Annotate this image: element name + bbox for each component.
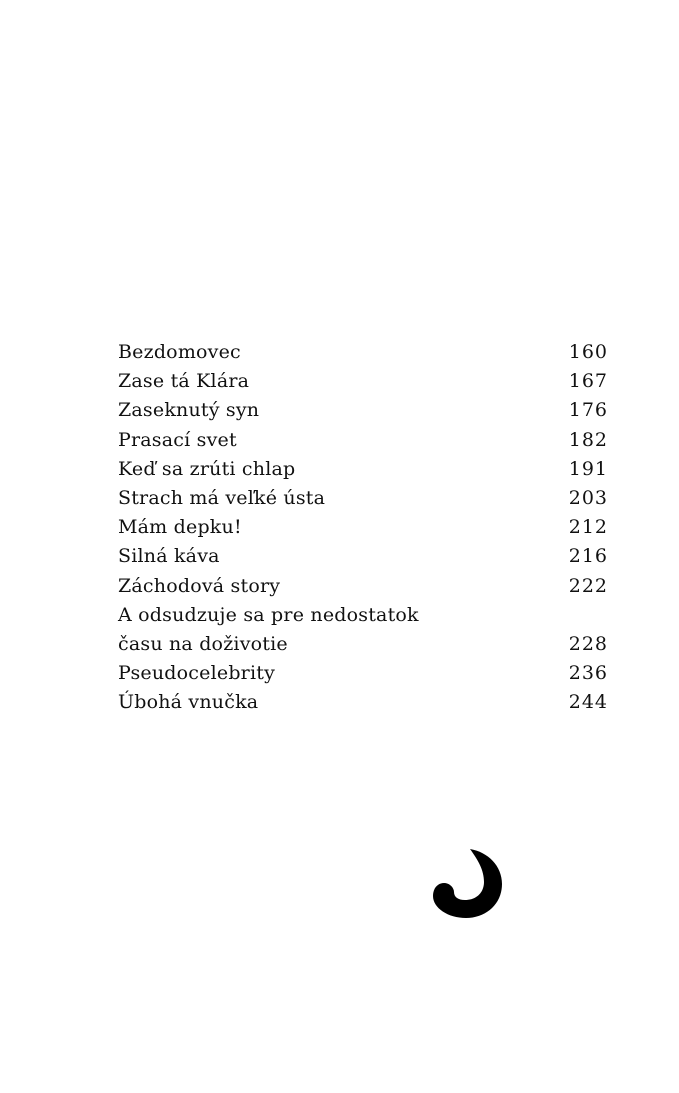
toc-entry-title: Zase tá Klára [118,370,250,393]
toc-entry [118,513,608,542]
toc-entry [118,484,608,513]
toc-entry-title: Záchodová story [118,574,281,597]
toc-entry [118,367,608,396]
toc-entry-title: Úbohá vnučka [118,691,259,714]
toc-entry-title: času na doživotie [118,632,288,655]
toc-entry-title: Keď sa zrúti chlap [118,457,296,480]
toc-entry-page: 216 [568,545,608,568]
toc-entry [118,572,608,601]
toc-entry [118,601,608,630]
toc-entry-title: Silná káva [118,545,220,568]
toc-entry [118,426,608,455]
toc-entry-page: 167 [568,370,608,393]
toc-entry-page: 236 [568,662,608,685]
toc-entry-page: 160 [568,341,608,363]
toc-entry [118,338,608,367]
toc-entry [118,659,608,688]
toc-entry-title: Pseudocelebrity [118,662,276,685]
toc-entry [118,542,608,571]
toc-entry-page: 176 [568,399,608,422]
toc-entry-page: 212 [568,516,608,539]
toc-entry [118,455,608,484]
toc-entry-title: Prasací svet [118,428,237,451]
crescent-moon-icon [430,846,504,920]
toc-entry [118,396,608,425]
toc-entry [118,688,608,717]
toc-entry-title: A odsudzuje sa pre nedostatok [118,603,419,626]
toc-entry-title: Strach má veľké ústa [118,486,326,509]
table-of-contents [118,338,608,717]
toc-entry-page: 191 [568,457,608,480]
toc-entry-page: 182 [568,428,608,451]
toc-entry-page: 244 [568,691,608,714]
toc-entry [118,630,608,659]
toc-entry-page: 228 [568,632,608,655]
toc-entry-page: 203 [568,486,608,509]
toc-entry-title: Bezdomovec [118,341,241,363]
toc-entry-page: 222 [568,574,608,597]
toc-entry-title: Zaseknutý syn [118,399,260,422]
toc-entry-title: Mám depku! [118,516,242,539]
